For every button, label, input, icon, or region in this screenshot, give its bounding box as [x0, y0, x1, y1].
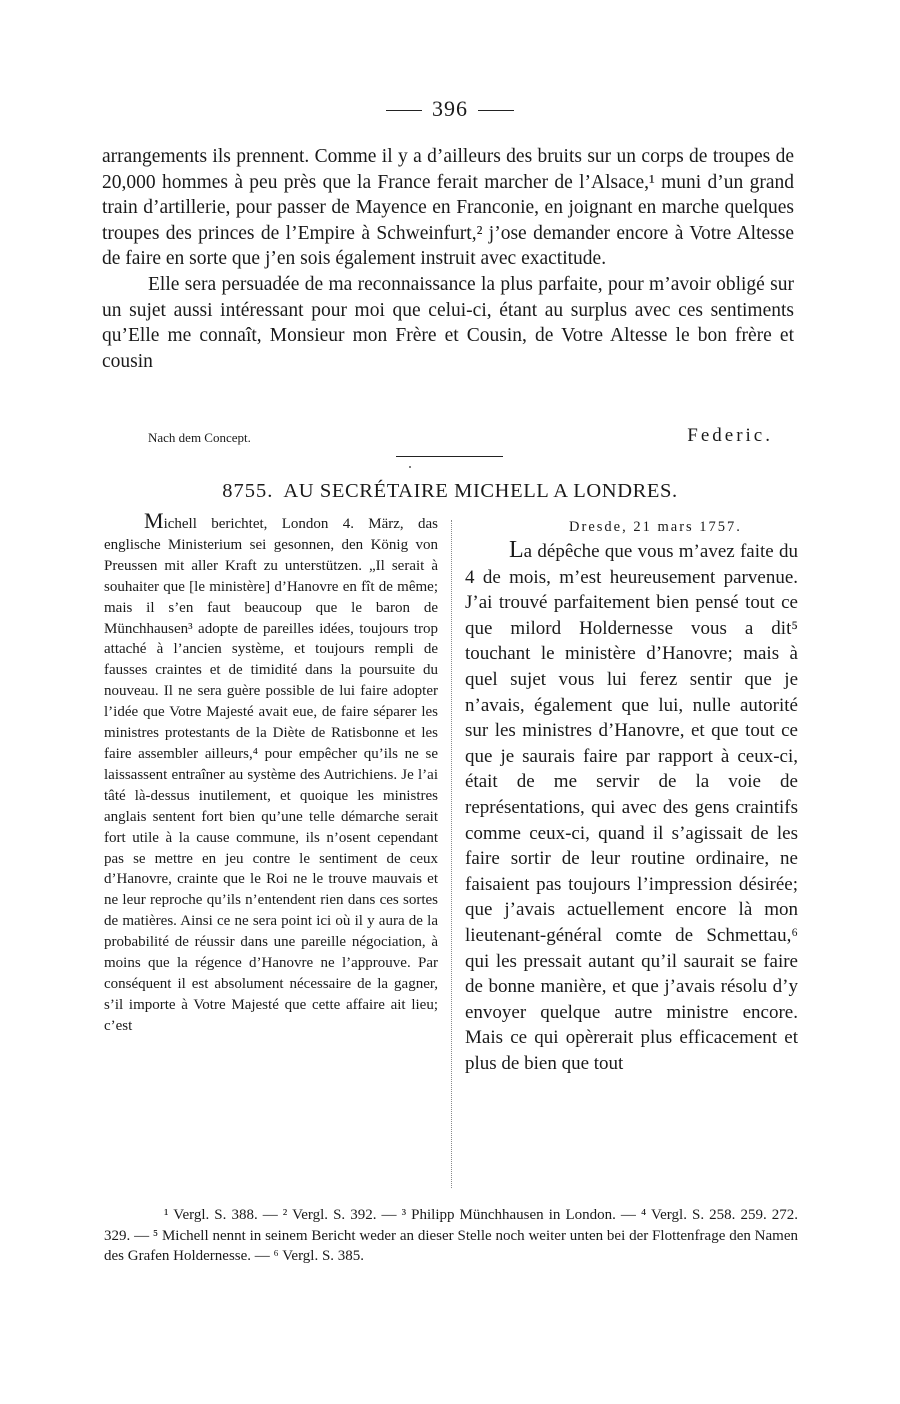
letter-number: 8755. — [222, 480, 274, 502]
concept-note: Nach dem Concept. — [148, 430, 251, 445]
letter-title: AU SECRÉTAIRE MICHELL A LONDRES. — [283, 480, 678, 502]
letter-initial: L — [509, 537, 524, 563]
summary-initial: M — [144, 508, 164, 533]
summary-column — [104, 508, 438, 1037]
letter-text: a dépêche que vous m’avez faite du 4 de mois, m’est heureusement parvenue. J’ai trouvé parfaitement bien pensé tout ce que milord Holdernesse vous a dit⁵ touchant le ministère d’Hanovre; mais à quel sujet vous lui ferez sentir que je n’avais, également que lui, nulle autorité sur les ministres d’Hanovre, et que tout ce que je saurais faire par rapport à ceux-ci, était de me servir de la voie de représentations, qui avec des gens craintifs comme ceux-ci, quand il s’agissait de les faire sortir de leur routine ordinaire, ne faisaient pas toujours l’impression désirée; que j’avais actuellement encore là mon lieutenant-général comte de Schmettau,⁶ qui les pressait autant qu’il saurait se faire de bonne manière, et que j’avais résolu d’y envoyer quelque autre ministre encore. Mais ce qui opèrerait plus efficacement et plus de bien que tout — [465, 541, 798, 1074]
paragraph-2: Elle sera persuadée de ma reconnaissance la plus parfaite, pour m’avoir obligé sur un sujet aussi intéressant pour moi que celui-ci, étant au surplus avec ces sentiments qu’Elle me connaît, Monsieur mon Frère et Cousin, de Votre Altesse le bon frère et cousin — [102, 273, 794, 372]
closing-row — [148, 425, 773, 455]
summary-paragraph — [104, 508, 438, 1037]
paragraph-1: arrangements ils prennent. Comme il y a d’ailleurs des bruits sur un corps de troupes de 20,000 hommes à peu près que la France ferait marcher de l’Alsace,¹ muni d’un grand train d’artillerie, pour passer de Mayence en Franconie, en joignant en marche quelques troupes des princes de l’Empire à Schweinfurt,² j’ose demander encore à Votre Altesse de faire en sorte que j’en sois également instruit avec exactitude. — [102, 146, 794, 270]
continued-letter-text — [102, 144, 794, 374]
letter-heading — [0, 480, 900, 503]
letter-body — [465, 538, 798, 1076]
column-divider — [451, 520, 452, 1188]
footnotes-text: ¹ Vergl. S. 388. — ² Vergl. S. 392. — ³ Philipp Münchhausen in London. — ⁴ Vergl. S. 258. 259. 272. 329. — ⁵ Michell nennt in seinem Bericht weder an dieser Stelle noch weiter unten bei der Flottenfrage den Namen des Grafen Holdernesse. — ⁶ Vergl. S. 385. — [104, 1207, 798, 1264]
section-divider — [396, 456, 503, 457]
page-header — [0, 96, 900, 122]
divider-dot — [409, 466, 411, 468]
dateline: Dresde, 21 mars 1757. — [569, 519, 742, 535]
header-dash-left — [386, 110, 422, 111]
summary-text: ichell berichtet, London 4. März, das englische Ministerium sei gesonnen, den König von Preussen mit aller Kraft zu unterstützen. „Il serait à souhaiter que [le ministère] d’Hanovre en fît de même; mais il s’en faut beaucoup que le baron de Münchhausen³ adopte de pareilles idées, toujours trop attaché à l’ancien système, et toujours rempli de fausses craintes et de timidité dans la poursuite du nouveau. Il ne sera guère possible de lui faire adopter l’idée que Votre Majesté avait eue, de faire séparer les ministres protestants de la Diète de Ratisbonne et les faire assembler ailleurs,⁴ pour empêcher qu’ils ne se laissassent entraîner au système des Autrichiens. Je l’ai tâté là-dessus inutilement, et quoique les ministres anglais sentent fort bien qu’une telle démarche serait fort utile à la cause commune, ils n’osent cependant pas se mettre en jeu contre le sentiment de ceux d’Hanovre, crainte que le Roi ne le trouve mauvais et ne leur reproche qu’ils n’entendent rien dans ces sortes de matières. Ainsi ce ne sera point ici où il y aura de la probabilité de réussir dans une pareille négociation, à moins que la régence d’Hanovre ne l’approuve. Par conséquent il est absolument nécessaire de la gagner, s’il importe à Votre Majesté que cette affaire ait lieu; c’est — [104, 516, 438, 1034]
header-dash-right — [478, 110, 514, 111]
letter-column — [465, 516, 798, 1076]
page-number: 396 — [432, 96, 468, 121]
footnotes — [104, 1205, 798, 1267]
signature: Federic. — [687, 425, 773, 446]
